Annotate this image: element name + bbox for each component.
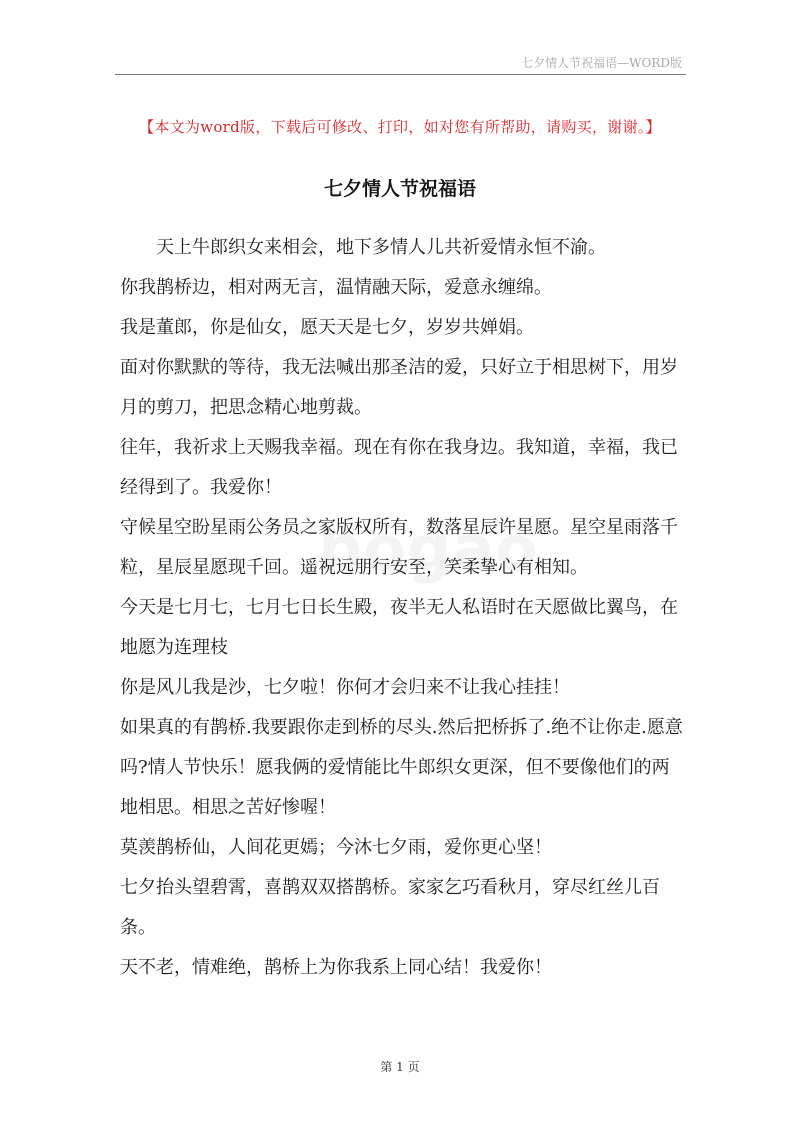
paragraph: 你我鹊桥边，相对两无言，温情融天际，爱意永缠绵。	[120, 277, 552, 298]
paragraph: 天上牛郎织女来相会，地下多情人儿共祈爱情永恒不渝。	[156, 237, 606, 258]
paragraph: 今天是七月七，七月七日长生殿，夜半无人私语时在天愿做比翼鸟，在地愿为连理枝	[120, 597, 678, 658]
header-divider	[115, 74, 686, 75]
paragraph: 你是风儿我是沙，七夕啦！你何才会归来不让我心挂挂！	[120, 677, 570, 698]
page-number: 第 1 页	[380, 1060, 420, 1074]
paragraph: 面对你默默的等待，我无法喊出那圣洁的爱，只好立于相思树下，用岁月的剪刀，把思念精心地剪裁。	[120, 357, 678, 418]
paragraph: 莫羡鹊桥仙，人间花更嫣；今沐七夕雨，爱你更心坚！	[120, 837, 552, 858]
paragraph: 我是董郎，你是仙女，愿天天是七夕，岁岁共婵娟。	[120, 317, 534, 338]
page-header: 七夕情人节祝福语—WORD版	[521, 56, 682, 70]
paragraph: 守候星空盼星雨公务员之家版权所有，数落星辰许星愿。星空星雨落千粒，星辰星愿现千回。遥祝远朋行安至，笑柔挚心有相知。	[120, 517, 678, 578]
paragraph: 天不老，情难绝，鹊桥上为你我系上同心结！我爱你！	[120, 957, 552, 978]
paragraph: 如果真的有鹊桥.我要跟你走到桥的尽头.然后把桥拆了.绝不让你走.愿意吗?情人节快乐！愿我俩的爱情能比牛郎织女更深，但不要像他们的两地相思。相思之苦好惨喔！	[120, 717, 683, 818]
document-title: 七夕情人节祝福语	[323, 178, 476, 200]
document-body	[120, 228, 686, 988]
paragraph: 七夕抬头望碧霄，喜鹊双双搭鹊桥。家家乞巧看秋月，穿尽红丝儿百条。	[120, 877, 660, 938]
download-notice: 【本文为word版，下载后可修改、打印，如对您有所帮助，请购买，谢谢。】	[139, 118, 661, 136]
paragraph: 往年，我祈求上天赐我幸福。现在有你在我身边。我知道，幸福，我已经得到了。我爱你！	[120, 437, 678, 498]
